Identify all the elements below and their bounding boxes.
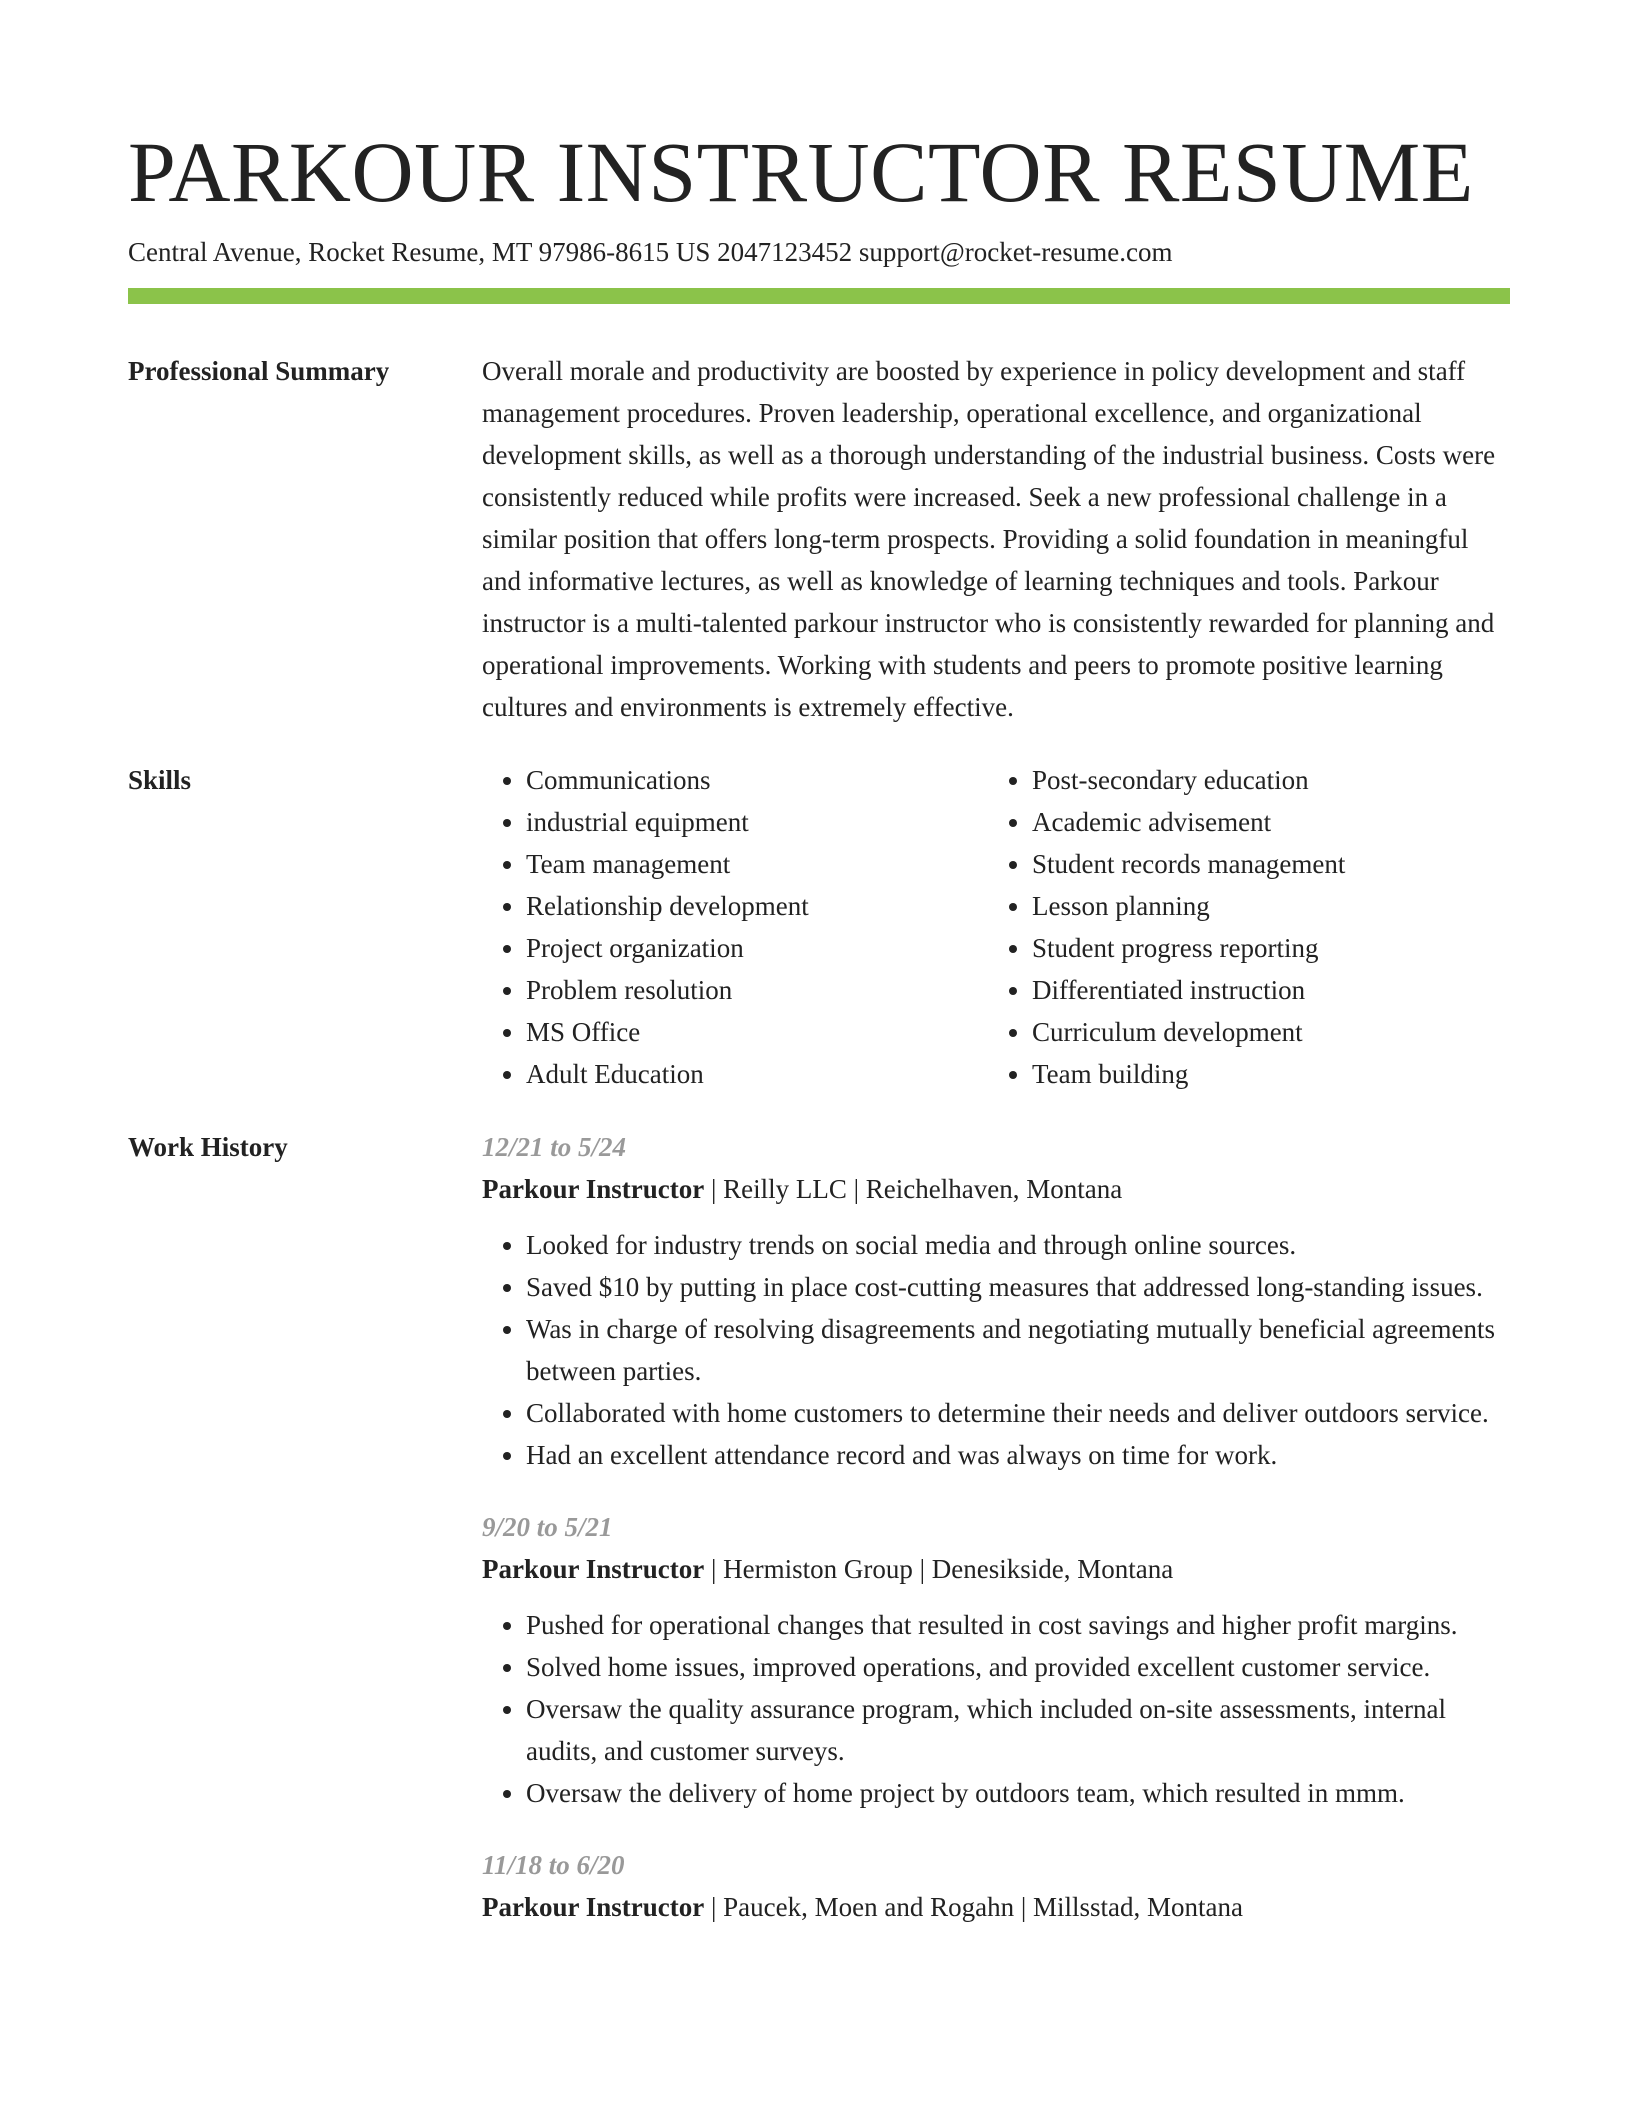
skill-item: • Problem resolution [526, 969, 988, 1011]
skill-item: • Communications [526, 759, 988, 801]
job-bullets [482, 1604, 1510, 1814]
job-role: Parkour Instructor [482, 1174, 705, 1204]
job-entry [482, 1126, 1510, 1476]
summary-section [128, 350, 1510, 728]
skill-item: • Differentiated instruction [1032, 969, 1494, 1011]
job-bullet: • Oversaw the quality assurance program, which included on-site assessments, internal audits, and customer surveys. [526, 1688, 1510, 1772]
skill-item: • Curriculum development [1032, 1011, 1494, 1053]
work-history-label: Work History [128, 1132, 288, 1162]
skill-item: • Student progress reporting [1032, 927, 1494, 969]
job-bullet: • Pushed for operational changes that resulted in cost savings and higher profit margins. [526, 1604, 1510, 1646]
skill-item: • Academic advisement [1032, 801, 1494, 843]
job-bullet: • Collaborated with home customers to determine their needs and deliver outdoors service. [526, 1392, 1510, 1434]
job-entry [482, 1506, 1510, 1814]
job-heading [482, 1886, 1510, 1928]
job-heading [482, 1548, 1510, 1590]
skill-item: • Team building [1032, 1053, 1494, 1095]
job-heading [482, 1168, 1510, 1210]
skill-item: • Project organization [526, 927, 988, 969]
skill-item: • Team management [526, 843, 988, 885]
skill-item: • Post-secondary education [1032, 759, 1494, 801]
skill-item: • MS Office [526, 1011, 988, 1053]
skill-item: • Lesson planning [1032, 885, 1494, 927]
job-bullet: • Looked for industry trends on social media and through online sources. [526, 1224, 1510, 1266]
job-details: | Hermiston Group | Denesikside, Montana [704, 1554, 1174, 1584]
skills-list-left [482, 759, 988, 1095]
job-dates: 12/21 to 5/24 [482, 1132, 627, 1162]
skill-item: • Adult Education [526, 1053, 988, 1095]
skills-section [128, 759, 1510, 1095]
resume-page [128, 120, 1510, 1958]
skill-item: • industrial equipment [526, 801, 988, 843]
summary-text: Overall morale and productivity are boosted by experience in policy development and staff management procedures. Proven leadership, operational excellence, and organizational development skills, as well as a thorough understanding of the industrial business. Costs were consistently reduced while profits were increased. Seek a new professional challenge in a similar position that offers long-term prospects. Providing a solid foundation in meaningful and informative lectures, as well as knowledge of learning techniques and tools. Parkour instructor is a multi-talented parkour instructor who is consistently rewarded for planning and operational improvements. Working with students and peers to promote positive learning cultures and environments is extremely effective. [482, 356, 1496, 722]
skill-item: • Student records management [1032, 843, 1494, 885]
accent-divider [128, 288, 1510, 304]
resume-title: PARKOUR INSTRUCTOR RESUME [128, 124, 1474, 220]
job-role: Parkour Instructor [482, 1554, 705, 1584]
job-details: | Reilly LLC | Reichelhaven, Montana [704, 1174, 1123, 1204]
job-details: | Paucek, Moen and Rogahn | Millsstad, Montana [704, 1892, 1243, 1922]
job-bullet: • Oversaw the delivery of home project by outdoors team, which resulted in mmm. [526, 1772, 1510, 1814]
skills-label: Skills [128, 765, 192, 795]
job-dates: 9/20 to 5/21 [482, 1512, 613, 1542]
job-role: Parkour Instructor [482, 1892, 705, 1922]
contact-line: Central Avenue, Rocket Resume, MT 97986-8615 US 2047123452 support@rocket-resume.com [128, 237, 1173, 267]
summary-label: Professional Summary [128, 356, 390, 386]
work-history-section [128, 1126, 1510, 1958]
job-bullet: • Saved $10 by putting in place cost-cutting measures that addressed long-standing issues. [526, 1266, 1510, 1308]
job-entry [482, 1844, 1510, 1928]
job-bullet: • Solved home issues, improved operations, and provided excellent customer service. [526, 1646, 1510, 1688]
skills-list-right [988, 759, 1494, 1095]
job-dates: 11/18 to 6/20 [482, 1850, 625, 1880]
job-bullets [482, 1224, 1510, 1476]
job-bullet: • Was in charge of resolving disagreements and negotiating mutually beneficial agreements between parties. [526, 1308, 1510, 1392]
job-bullet: • Had an excellent attendance record and was always on time for work. [526, 1434, 1510, 1476]
skill-item: • Relationship development [526, 885, 988, 927]
